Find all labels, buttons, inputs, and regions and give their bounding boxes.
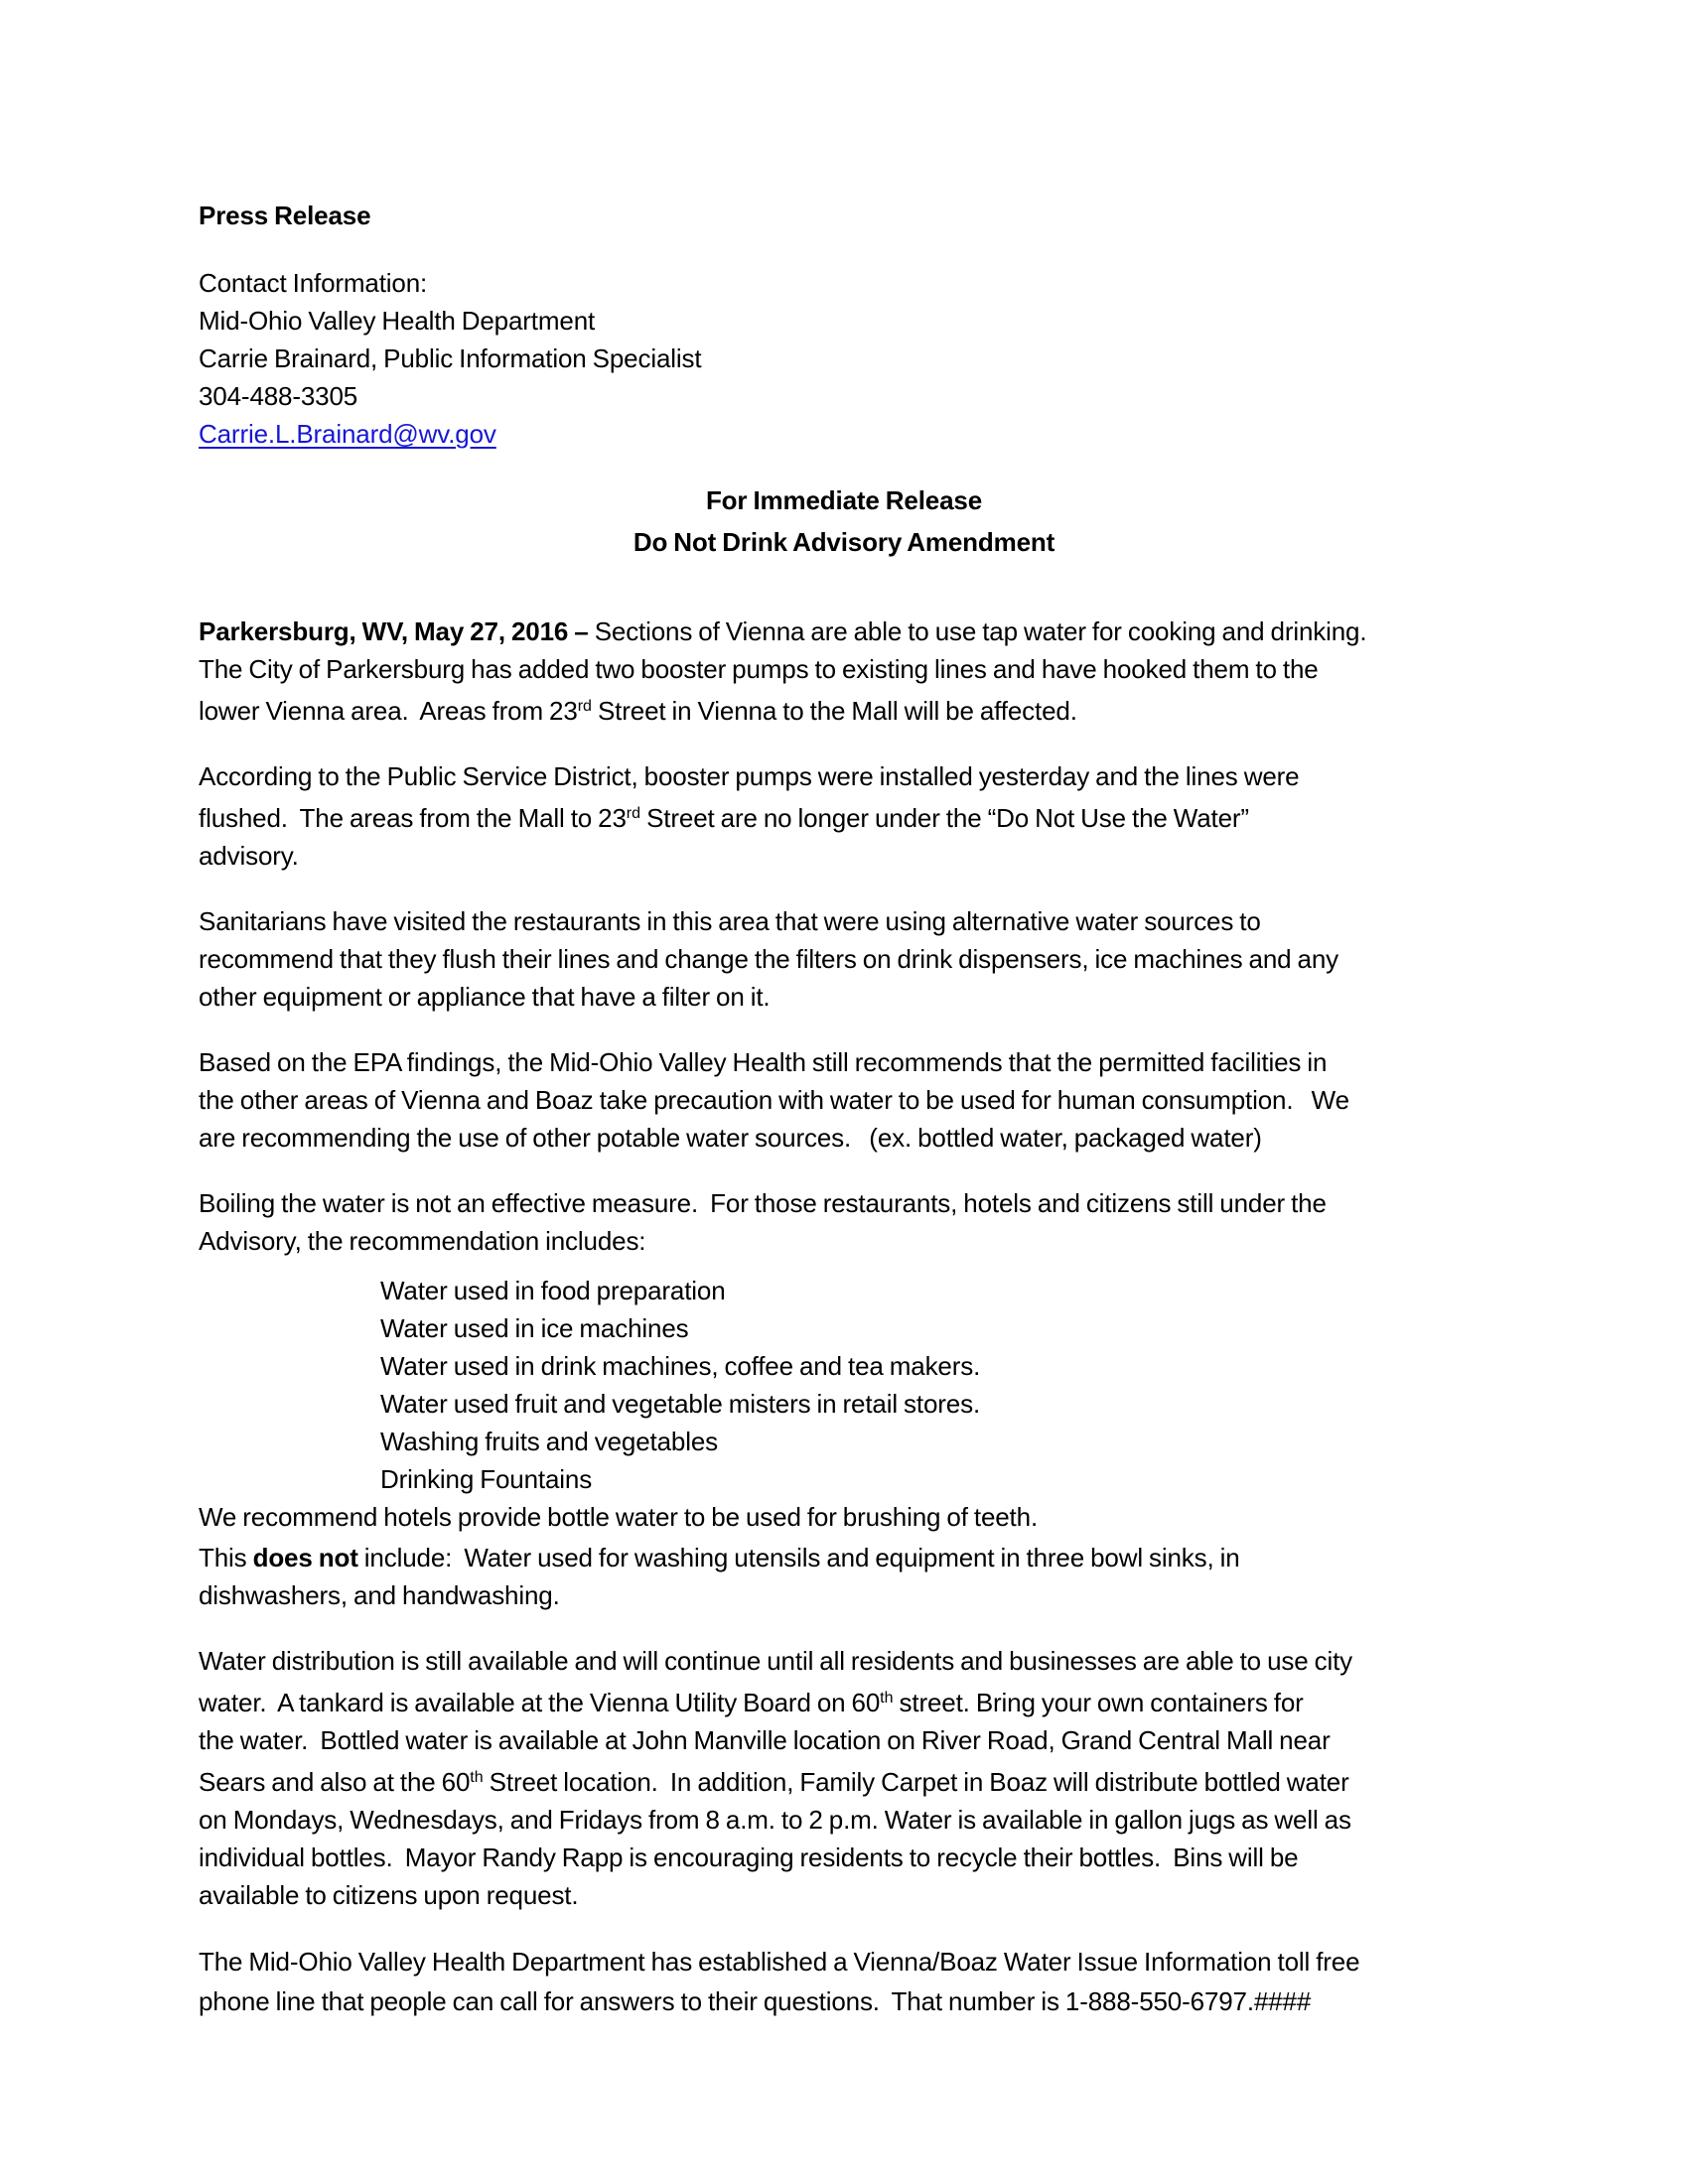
text-line bbox=[199, 340, 1489, 377]
paragraph-dateline bbox=[199, 613, 1489, 730]
text-run: th bbox=[470, 1769, 484, 1786]
text-run: Sections of Vienna are able to use tap water for cooking and drinking. bbox=[594, 616, 1367, 646]
text-line bbox=[199, 1680, 1489, 1721]
text-run: advisory. bbox=[199, 841, 299, 871]
text-run: The Mid-Ohio Valley Health Department has established a Vienna/Boaz Water Issue Information toll free bbox=[199, 1947, 1360, 1977]
text-line bbox=[199, 1981, 1489, 2021]
text-run: recommend that they flush their lines and change the filters on drink dispensers, ice machines and any bbox=[199, 944, 1339, 974]
text-line bbox=[199, 1942, 1489, 1981]
paragraph-does-not-include bbox=[199, 1539, 1489, 1614]
text-line bbox=[199, 1876, 1489, 1914]
text-run: Street are no longer under the “Do Not Use the Water” bbox=[640, 803, 1249, 833]
text-line bbox=[199, 613, 1489, 650]
text-run: Street in Vienna to the Mall will be affected. bbox=[591, 696, 1077, 726]
release-title-block bbox=[199, 479, 1489, 563]
text-run: rd bbox=[577, 698, 592, 715]
text-run: Do Not Drink Advisory Amendment bbox=[633, 527, 1055, 557]
text-run: Boiling the water is not an effective measure. For those restaurants, hotels and citizens still under the bbox=[199, 1188, 1327, 1218]
text-run: water. A tankard is available at the Vienna Utility Board on 60 bbox=[199, 1688, 881, 1717]
press-release-heading bbox=[199, 197, 1489, 234]
text-run: Parkersburg, WV, May 27, 2016 – bbox=[199, 616, 595, 646]
paragraph-sanitarians bbox=[199, 902, 1489, 1016]
text-run: Water used in food preparation bbox=[380, 1276, 726, 1305]
text-line bbox=[380, 1272, 1489, 1309]
text-run: lower Vienna area. Areas from 23 bbox=[199, 696, 578, 726]
text-line bbox=[199, 940, 1489, 978]
text-line bbox=[199, 479, 1489, 521]
text-run: Press Release bbox=[199, 201, 371, 230]
text-line bbox=[199, 1222, 1489, 1260]
text-line bbox=[199, 1043, 1489, 1081]
contact-info-block bbox=[199, 264, 1489, 453]
email-link[interactable]: Carrie.L.Brainard@wv.gov bbox=[199, 419, 496, 449]
text-run: Water used fruit and vegetable misters in retail stores. bbox=[380, 1389, 981, 1419]
text-run: available to citizens upon request. bbox=[199, 1880, 579, 1910]
text-line bbox=[199, 1839, 1489, 1876]
paragraph-boiling bbox=[199, 1184, 1489, 1260]
text-line bbox=[199, 1539, 1489, 1576]
text-run: Carrie Brainard, Public Information Specialist bbox=[199, 343, 702, 373]
text-line bbox=[380, 1309, 1489, 1347]
text-line bbox=[199, 1576, 1489, 1614]
text-run: We recommend hotels provide bottle water to be used for brushing of teeth. bbox=[199, 1502, 1039, 1532]
text-line bbox=[199, 197, 1489, 234]
text-line bbox=[199, 837, 1489, 875]
text-run: flushed. The areas from the Mall to 23 bbox=[199, 803, 627, 833]
text-line bbox=[199, 415, 1489, 453]
text-run: Street location. In addition, Family Carpet in Boaz will distribute bottled water bbox=[483, 1767, 1349, 1797]
text-run: Water distribution is still available and will continue until all residents and businesses are able to use city bbox=[199, 1646, 1353, 1676]
text-line bbox=[380, 1460, 1489, 1498]
text-run: phone line that people can call for answers to their questions. That number is 1-888-550-6797.#### bbox=[199, 1986, 1312, 2016]
paragraph-epa-findings bbox=[199, 1043, 1489, 1157]
text-line bbox=[199, 795, 1489, 837]
text-run: Mid-Ohio Valley Health Department bbox=[199, 306, 596, 336]
text-run: Washing fruits and vegetables bbox=[380, 1427, 718, 1456]
text-line bbox=[199, 688, 1489, 730]
text-line bbox=[199, 1642, 1489, 1680]
text-line bbox=[199, 1759, 1489, 1801]
text-line bbox=[199, 650, 1489, 688]
document-body bbox=[199, 197, 1489, 2021]
text-run: Contact Information: bbox=[199, 268, 428, 298]
text-run: 304-488-3305 bbox=[199, 381, 358, 411]
text-run: For Immediate Release bbox=[705, 485, 983, 515]
text-line bbox=[199, 1498, 1489, 1536]
paragraph-water-distribution bbox=[199, 1642, 1489, 1914]
recommendation-list bbox=[199, 1272, 1489, 1498]
text-run: the other areas of Vienna and Boaz take precaution with water to be used for human consumption. We bbox=[199, 1085, 1349, 1115]
text-line bbox=[199, 1721, 1489, 1759]
text-line bbox=[199, 521, 1489, 563]
text-run: does not bbox=[252, 1543, 358, 1572]
text-run: street. Bring your own containers for bbox=[893, 1688, 1304, 1717]
text-run: Based on the EPA findings, the Mid-Ohio Valley Health still recommends that the permitted facilities in bbox=[199, 1047, 1328, 1077]
text-line bbox=[199, 902, 1489, 940]
text-line bbox=[380, 1423, 1489, 1460]
text-run: dishwashers, and handwashing. bbox=[199, 1580, 560, 1610]
text-line bbox=[199, 377, 1489, 415]
text-line bbox=[199, 978, 1489, 1016]
text-line bbox=[199, 1081, 1489, 1119]
text-line bbox=[199, 757, 1489, 795]
text-run: According to the Public Service District, booster pumps were installed yesterday and the lines were bbox=[199, 761, 1300, 791]
text-run: Sears and also at the 60 bbox=[199, 1767, 471, 1797]
text-run: on Mondays, Wednesdays, and Fridays from 8 a.m. to 2 p.m. Water is available in gallon jugs as well as bbox=[199, 1805, 1351, 1835]
text-line bbox=[199, 1801, 1489, 1839]
text-run: individual bottles. Mayor Randy Rapp is encouraging residents to recycle their bottles. Bins will be bbox=[199, 1843, 1299, 1872]
text-line bbox=[380, 1385, 1489, 1423]
text-run: Drinking Fountains bbox=[380, 1464, 593, 1494]
text-run: th bbox=[880, 1690, 894, 1706]
text-run: Water used in drink machines, coffee and tea makers. bbox=[380, 1351, 981, 1381]
text-line bbox=[199, 264, 1489, 302]
text-line bbox=[199, 1119, 1489, 1157]
paragraph-hotels bbox=[199, 1498, 1489, 1536]
text-run: The City of Parkersburg has added two booster pumps to existing lines and have hooked them to the bbox=[199, 654, 1319, 684]
text-run: Sanitarians have visited the restaurants in this area that were using alternative water sources to bbox=[199, 906, 1261, 936]
text-run: Water used in ice machines bbox=[380, 1313, 689, 1343]
text-line bbox=[199, 302, 1489, 340]
text-run: Advisory, the recommendation includes: bbox=[199, 1226, 646, 1256]
text-run: This bbox=[199, 1543, 253, 1572]
paragraph-public-service-district bbox=[199, 757, 1489, 875]
text-line bbox=[199, 1184, 1489, 1222]
text-run: other equipment or appliance that have a filter on it. bbox=[199, 982, 771, 1012]
text-run: the water. Bottled water is available at John Manville location on River Road, Grand Central Mall near bbox=[199, 1725, 1331, 1755]
text-run: are recommending the use of other potable water sources. (ex. bottled water, packaged water) bbox=[199, 1123, 1262, 1153]
text-run: rd bbox=[626, 805, 641, 822]
text-run: include: Water used for washing utensils and equipment in three bowl sinks, in bbox=[357, 1543, 1240, 1572]
text-line bbox=[380, 1347, 1489, 1385]
paragraph-toll-free-line bbox=[199, 1942, 1489, 2021]
